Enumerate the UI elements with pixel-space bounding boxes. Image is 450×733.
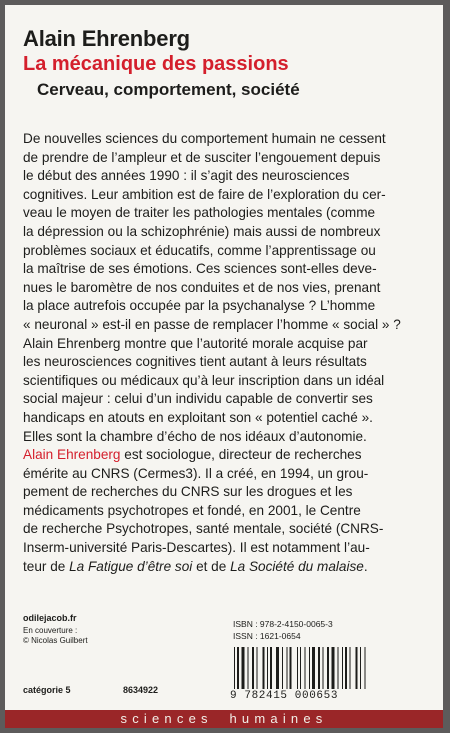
bio-line: Inserm-université Paris-Descartes). Il est notamment l’au-: [23, 539, 370, 555]
barcode-bar: [338, 647, 339, 689]
blurb-line: « neuronal » est-il en passe de remplacer l’homme « social » ?: [23, 316, 401, 332]
barcode-bar: [332, 647, 335, 689]
collection-label: sciences humaines: [120, 711, 328, 726]
blurb-line: problèmes sociaux et éducatifs, comme l’apprentissage ou: [23, 242, 376, 258]
bio-line: [23, 446, 427, 465]
price-category: catégorie 5: [23, 685, 71, 695]
barcode: [230, 647, 430, 689]
barcode-bar: [342, 647, 343, 689]
blurb-line: social majeur : celui d’un individu capable de convertir ses: [23, 391, 373, 407]
barcode-bar: [305, 647, 306, 689]
barcode-digits: 9 782415 000653: [230, 690, 339, 702]
cover-credit-label: En couverture :: [23, 626, 78, 635]
bio-text: teur de: [23, 558, 70, 574]
barcode-bar: [282, 647, 283, 689]
bio-line: [23, 558, 427, 577]
book-subtitle: Cerveau, comportement, société: [37, 80, 300, 99]
blurb-line: handicaps en atouts en exploitant son « potentiel caché ».: [23, 409, 373, 425]
barcode-bar: [290, 647, 292, 689]
collection-band: [5, 710, 443, 728]
bio-text: et de: [192, 558, 231, 574]
bio-author-name: Alain Ehrenberg: [23, 447, 121, 462]
isbn: ISBN : 978-2-4150-0065-3: [233, 619, 333, 629]
barcode-bar: [345, 647, 347, 689]
blurb-line: la place autrefois occupée par la psychanalyse ? L’homme: [23, 298, 376, 314]
barcode-bar: [356, 647, 358, 689]
barcode-bar: [312, 647, 315, 689]
barcode-bar: [318, 647, 320, 689]
barcode-bar: [270, 647, 272, 689]
barcode-bar: [263, 647, 265, 689]
barcode-bar: [242, 647, 245, 689]
blurb-line: De nouvelles sciences du comportement humain ne cessent: [23, 131, 386, 146]
bio-line: médicaments psychotropes et fondé, en 2001, le Centre: [23, 502, 361, 518]
barcode-bar: [360, 647, 361, 689]
blurb-line: la dépression ou la schizophrénie) mais aussi de nombreux: [23, 223, 381, 239]
blurb-line: scientifiques ou médicaux qu’à leur inscription dans un idéal: [23, 372, 385, 388]
bio-line: de recherche Psychotropes, santé mentale, société (CNRS-: [23, 521, 384, 537]
isbn-block: [233, 618, 333, 642]
blurb-line: la maîtrise de ses émotions. Ces sciences sont-elles deve-: [23, 261, 377, 277]
book-back-cover: [5, 5, 443, 728]
barcode-bar: [350, 647, 351, 689]
barcode-bar: [252, 647, 254, 689]
blurb-line: Elles sont la chambre d’écho de nos idéaux d’autonomie.: [23, 428, 367, 444]
barcode-bar: [287, 647, 288, 689]
barcode-bar: [323, 647, 324, 689]
book-title: La mécanique des passions: [23, 53, 289, 75]
bio-text: .: [363, 558, 368, 574]
barcode-bar: [237, 647, 239, 689]
barcode-bar: [234, 647, 235, 689]
blurb-line: de prendre de l’ampleur et de susciter l’engouement depuis: [23, 149, 381, 165]
barcode-bar: [300, 647, 301, 689]
bio-line: pement de recherches du CNRS sur les drogues et les: [23, 484, 353, 500]
book-reference: La Fatigue d’être soi: [69, 558, 193, 574]
bio-line: émérite au CNRS (Cermes3). Il a créé, en 1994, un grou-: [23, 465, 369, 481]
publisher-url: odilejacob.fr: [23, 613, 77, 623]
blurb-line: nues le baromètre de nos conduites et de nos vies, prenant: [23, 279, 381, 295]
cover-credit-name: © Nicolas Guilbert: [23, 636, 88, 645]
barcode-bar: [297, 647, 298, 689]
blurb-line: Alain Ehrenberg montre que l’autorité morale acquise par: [23, 335, 368, 351]
blurb-line: les neurosciences cognitives tient autant à leurs résultats: [23, 354, 367, 370]
barcode-bar: [257, 647, 258, 689]
barcode-bar: [327, 647, 329, 689]
book-reference: La Société du malaise: [230, 558, 364, 574]
bio-text: est sociologue, directeur de recherches: [120, 447, 362, 462]
author-name: Alain Ehrenberg: [23, 26, 190, 51]
publisher-info: [23, 613, 88, 646]
blurb-line: cognitives. Leur ambition est de faire de l’exploration du cer-: [23, 186, 386, 202]
blurb-line: veau le moyen de traiter les pathologies mentales (comme: [23, 205, 376, 221]
barcode-bar: [276, 647, 279, 689]
barcode-bar: [365, 647, 366, 689]
blurb: [23, 130, 427, 446]
author-bio: [23, 446, 427, 576]
barcode-bar: [267, 647, 268, 689]
barcode-bar: [309, 647, 310, 689]
blurb-line: le début des années 1990 : il s’agit des neurosciences: [23, 168, 350, 184]
reference-code: 8634922: [123, 685, 159, 695]
issn: ISSN : 1621-0654: [233, 631, 301, 641]
barcode-bar: [248, 647, 249, 689]
